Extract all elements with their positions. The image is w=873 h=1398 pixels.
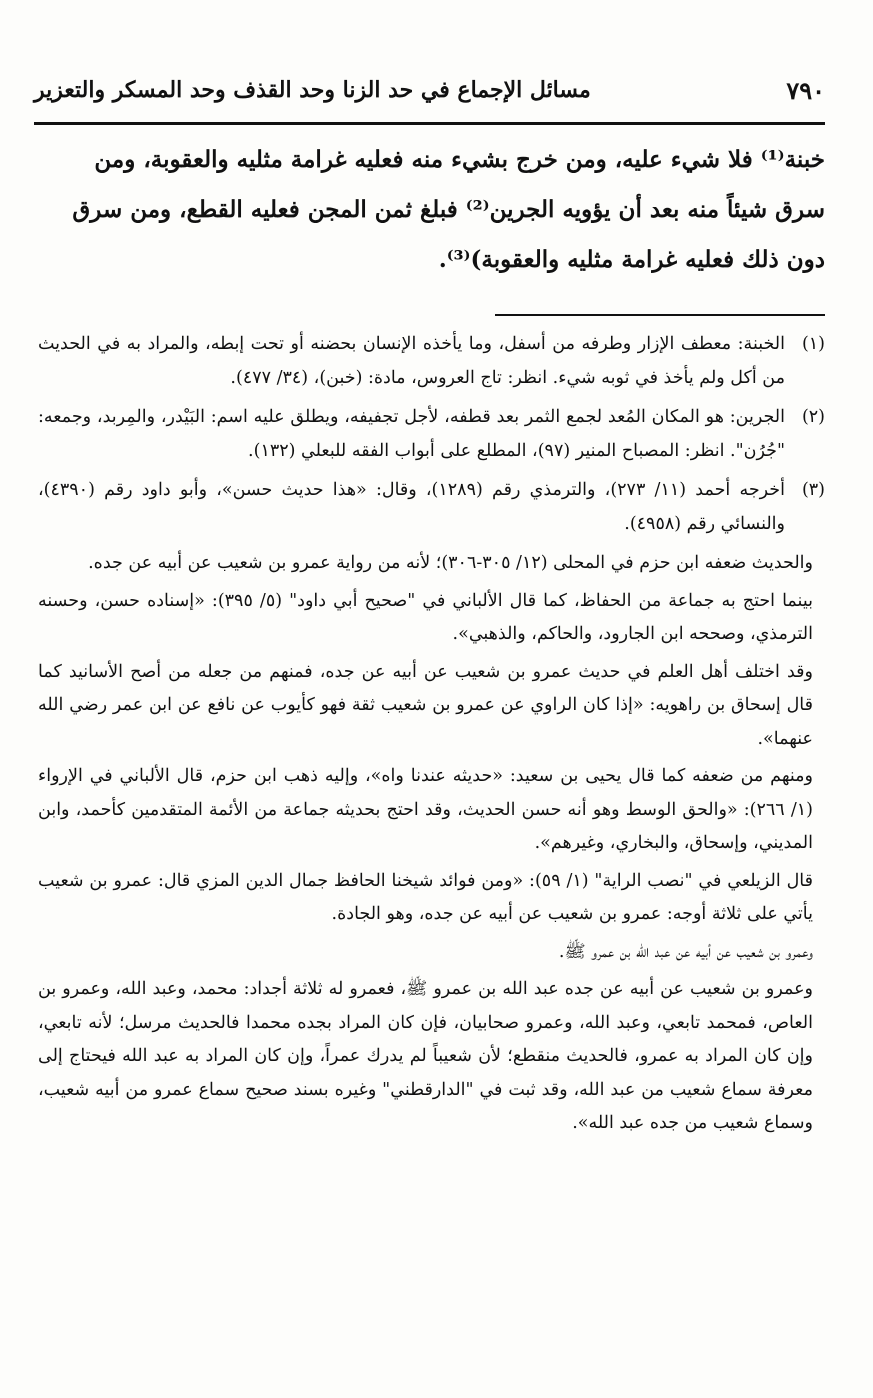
main-line-1: خبنة⁽¹⁾ فلا شيء عليه، ومن خرج بشيء منه فعليه غرامة مثليه والعقوبة، ومن [94, 146, 825, 173]
footnotes [38, 328, 825, 1145]
main-line-3: دون ذلك فعليه غرامة مثليه والعقوبة)⁽³⁾. [438, 246, 825, 273]
footnote-paragraph: وعمرو بن شعيب عن أبيه عن عبد الله بن عمرو ﷺ. [558, 941, 813, 962]
footnote-paragraph: والحديث ضعفه ابن حزم في المحلى (١٢/ ٣٠٥-٣٠٦)؛ لأنه من رواية عمرو بن شعيب عن أبيه عن جده. [88, 553, 813, 573]
page-header [34, 62, 825, 118]
header-rule [34, 122, 825, 125]
footnote-paragraph: ومنهم من ضعفه كما قال يحيى بن سعيد: «حديثه عندنا واه»، وإليه ذهب ابن حزم، قال الألباني في الإرواء (١/ ٢٦٦): «والحق الوسط وهو أنه حسن الحديث، وقد احتج بحديثه جماعة من الأئمة المتقدمين كأحمد، وابن المديني، وإسحاق، والبخاري، وغيرهم». [38, 766, 813, 853]
footnote-paragraph: قال الزيلعي في "نصب الراية" (١/ ٥٩): «ومن فوائد شيخنا الحافظ جمال الدين المزي قال: عمرو بن شعيب يأتي على ثلاثة أوجه: عمرو بن شعيب عن أبيه عن جده، وهو الجادة. [38, 870, 814, 924]
page-number: ٧٩٠ [786, 75, 825, 105]
footnote-text: أخرجه أحمد (١١/ ٢٧٣)، والترمذي رقم (١٢٨٩)، وقال: «هذا حديث حسن»، وأبو داود رقم (٤٣٩٠)، والنسائي رقم (٤٩٥٨). [38, 480, 785, 534]
footnote-3 [38, 474, 825, 545]
footnote-text: الجرين: هو المكان المُعد لجمع الثمر بعد قطفه، لأجل تجفيفه، ويطلق عليه اسم: البَيْدر، والمِربد، وجمعه: "جُرُن". انظر: المصباح المنير (٩٧)، المطلع على أبواب الفقه للبعلي (١٣٢). [38, 407, 785, 461]
footnote-marker: (٢) [801, 407, 825, 427]
footnote-paragraph: بينما احتج به جماعة من الحفاظ، كما قال الألباني في "صحيح أبي داود" (٥/ ٣٩٥): «إسناده حسن، وحسنه الترمذي، وصححه ابن الجارود، والحاكم، والذهبي». [38, 590, 813, 644]
footnote-separator [495, 314, 825, 316]
footnote-marker: (٣) [801, 480, 825, 500]
footnote-paragraph: وقد اختلف أهل العلم في حديث عمرو بن شعيب عن أبيه عن جده، فمنهم من جعله من أصح الأسانيد كما قال إسحاق بن راهويه: «إذا كان الراوي عن عمرو بن شعيب ثقة فهو كأيوب عن نافع عن ابن عمر رضي الله عنهما». [38, 661, 813, 749]
footnote-marker: (١) [801, 334, 825, 354]
main-line-2: سرق شيئاً منه بعد أن يؤويه الجرين⁽²⁾ فبلغ ثمن المجن فعليه القطع، ومن سرق [72, 196, 825, 223]
main-text [40, 138, 825, 282]
footnote-paragraph: وعمرو بن شعيب عن أبيه عن جده عبد الله بن عمرو ﷺ، فعمرو له ثلاثة أجداد: محمد، وعبد الله، وعمرو بن العاص، فمحمد تابعي، وعبد الله، وعمرو صحابيان، فإن كان المراد بجده محمدا فالحديث مرسل؛ لأنه تابعي، وإن كان المراد به عمرو، فالحديث منقطع؛ لأن شعيباً لم يدرك عمراً، وإن كان المراد به عبد الله فيحتاج إلى معرفة سماع شعيب من عبد الله، وقد ثبت في "الدارقطني" وغيره بسند صحيح سماع عمرو من أبيه شعيب، وسماع شعيب من جده عبد الله». [38, 979, 813, 1133]
footnote-1 [38, 328, 825, 399]
footnote-text: الخبنة: معطف الإزار وطرفه من أسفل، وما يأخذه الإنسان بحضنه أو تحت إبطه، والمراد به في الحديث من أكل ولم يأخذ في ثوبه شيء. انظر: تاج العروس، مادة: (خبن)، (٣٤/ ٤٧٧). [38, 334, 785, 388]
footnote-2 [38, 401, 825, 472]
running-title: مسائل الإجماع في حد الزنا وحد القذف وحد المسكر والتعزير [34, 77, 591, 103]
